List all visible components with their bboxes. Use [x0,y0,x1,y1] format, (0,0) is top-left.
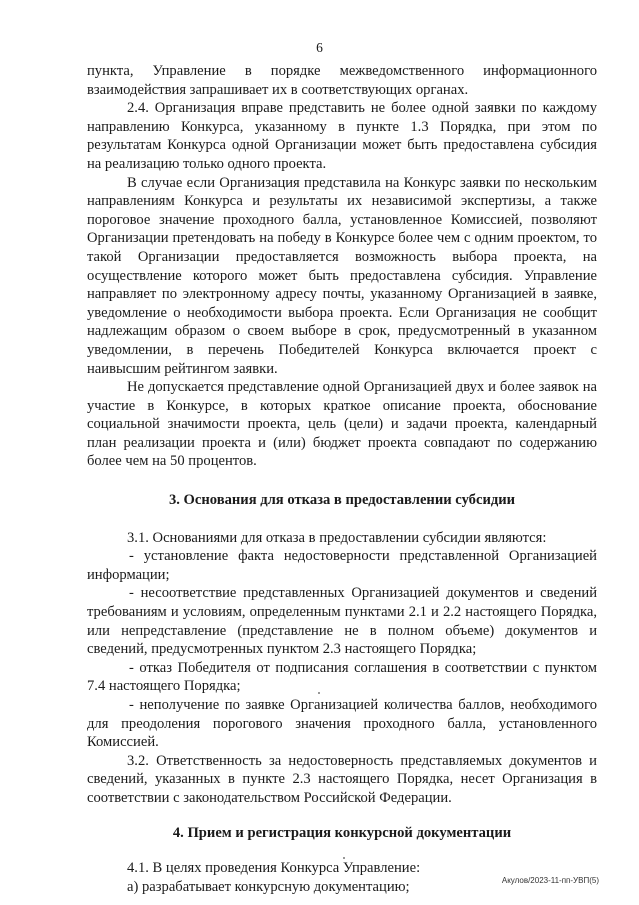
list-item-refusal-4: - неполучение по заявке Организацией количества баллов, необходимого для преодоления порогового значения проходного балла, установленного Комиссией. [87,697,597,751]
section-4-heading: 4. Прием и регистрация конкурсной документации [172,824,512,841]
scan-speck [318,692,320,694]
paragraph-multiple-applications: В случае если Организация представила на Конкурс заявки по нескольким направлениям Конкурса и результаты их независимой экспертизы, а также пороговое значение проходного балла, установленное Комиссией, позволяют Организации претендовать на победу в Конкурсе более чем с одним проектом, то такой Организации предоставляется возможность выбора проекта, на осуществление которого может быть предоставлена субсидия. Управление направляет по электронному адресу почты, указанному Организацией в заявке, уведомление о необходимости выбора проекта. Если Организация не сообщит надлежащим образом о своем выборе в срок, предусмотренный в указанном уведомлении, в перечень Победителей Конкурса включается проект с наивысшим рейтингом заявки. [87,174,597,377]
list-item-refusal-1: - установление факта недостоверности представленной Организацией информации; [87,548,597,583]
list-item-refusal-2: - несоответствие представленных Организацией документов и сведений требованиям и условиям, определенным пунктами 2.1 и 2.2 настоящего Порядка, или непредставление (представление не в полном объеме) документов и сведений, предусмотренных пунктом 2.3 настоящего Порядка; [87,585,597,658]
document-body [87,62,597,896]
paragraph-3-2: 3.2. Ответственность за недостоверность представляемых документов и сведений, указанных в пункте 2.3 настоящего Порядка, несет Организация в соответствии с законодательством Российской Федерации. [87,752,597,806]
paragraph-continuation: пункта, Управление в порядке межведомственного информационного взаимодействия запрашивает их в соответствующих органах. [87,63,597,98]
paragraph-2-4: 2.4. Организация вправе представить не более одной заявки по каждому направлению Конкурса, указанному в пункте 1.3 Порядка, при этом по результатам Конкурса одной Организации может быть предоставлена субсидия на реализацию только одного проекта. [87,100,597,172]
scan-speck [343,857,345,859]
paragraph-duplicate-applications: Не допускается представление одной Организацией двух и более заявок на участие в Конкурсе, в которых краткое описание проекта, обоснование социальной значимости проекта, цель (цели) и задачи проекта, календарный план реализации проекта и (или) бюджет проекта совпадают по содержанию более чем на 50 процентов. [87,379,597,470]
paragraph-4-1: 4.1. В целях проведения Конкурса Управление: [127,860,421,877]
section-3-heading: 3. Основания для отказа в предоставлении субсидии [168,492,516,509]
page-number: 6 [316,40,323,55]
list-item-refusal-3: - отказ Победителя от подписания соглашения в соответствии с пунктом 7.4 настоящего Порядка; [87,659,597,695]
paragraph-3-1: 3.1. Основаниями для отказа в предоставлении субсидии являются: [127,529,547,546]
list-item-4-1-a: а) разрабатывает конкурсную документацию; [127,878,410,895]
document-reference-code: Акулов/2023-11-пп-УВП(5) [501,876,599,885]
